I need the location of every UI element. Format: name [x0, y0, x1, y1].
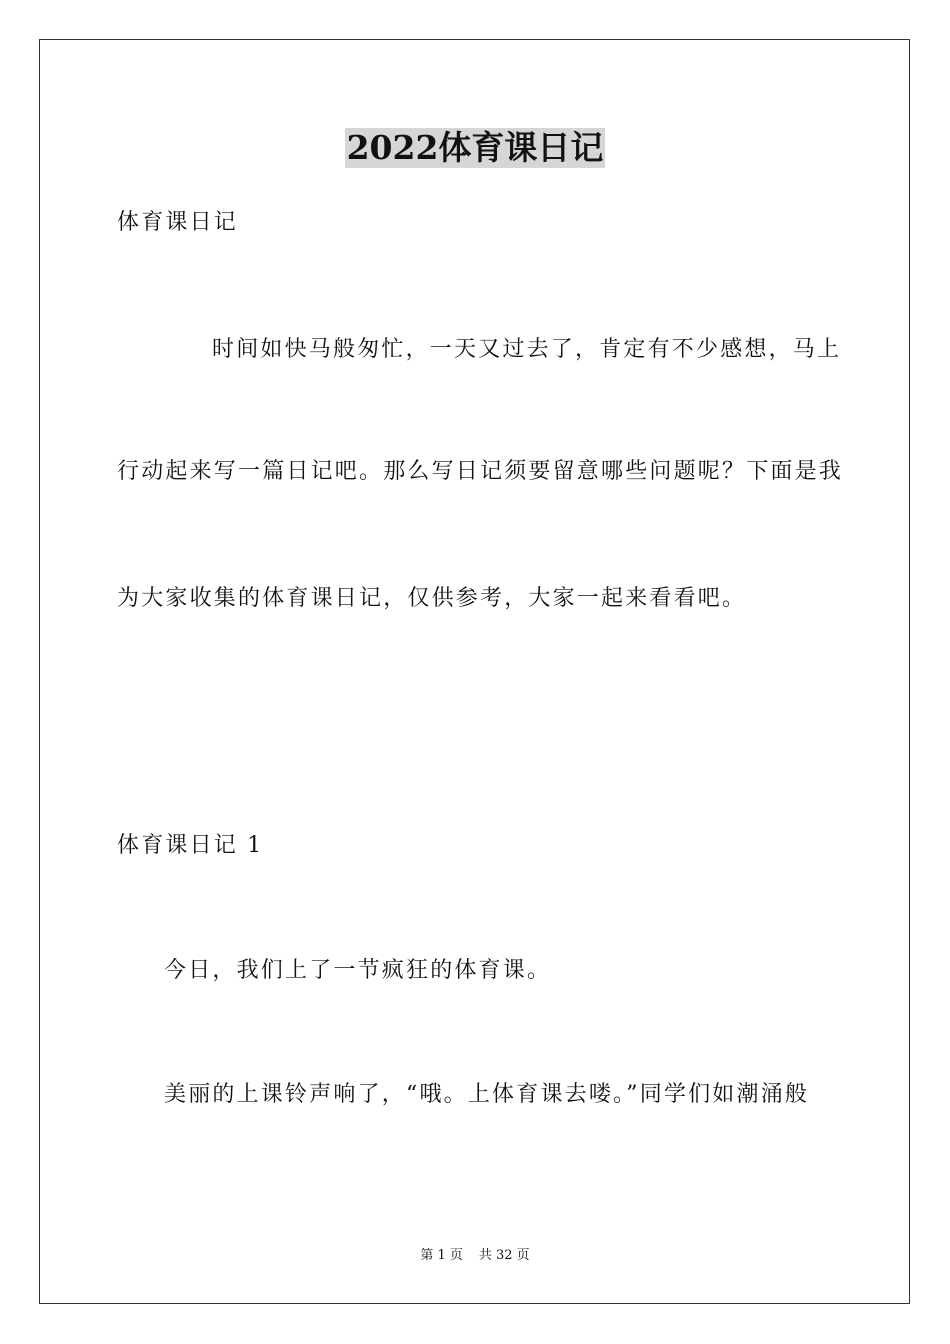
document-title-wrapper: [0, 128, 950, 168]
entry-heading: 体育课日记 1: [117, 833, 264, 858]
paragraph-line: 美丽的上课铃声响了，“哦。上体育课去喽。”同学们如潮涌般: [164, 1082, 810, 1107]
page-footer: [0, 1247, 950, 1265]
paragraph-line: 为大家收集的体育课日记，仅供参考，大家一起来看看吧。: [117, 586, 747, 611]
paragraph-line: 时间如快马般匆忙，一天又过去了，肯定有不少感想，马上: [212, 337, 842, 362]
page-number: 第 1 页: [420, 1248, 463, 1263]
page-total: 共 32 页: [478, 1248, 530, 1263]
paragraph-line: 今日，我们上了一节疯狂的体育课。: [164, 958, 552, 983]
section-heading: 体育课日记: [117, 210, 239, 235]
paragraph-line: 行动起来写一篇日记吧。那么写日记须要留意哪些问题呢？下面是我: [117, 459, 844, 484]
document-title: 2022体育课日记: [346, 128, 604, 167]
